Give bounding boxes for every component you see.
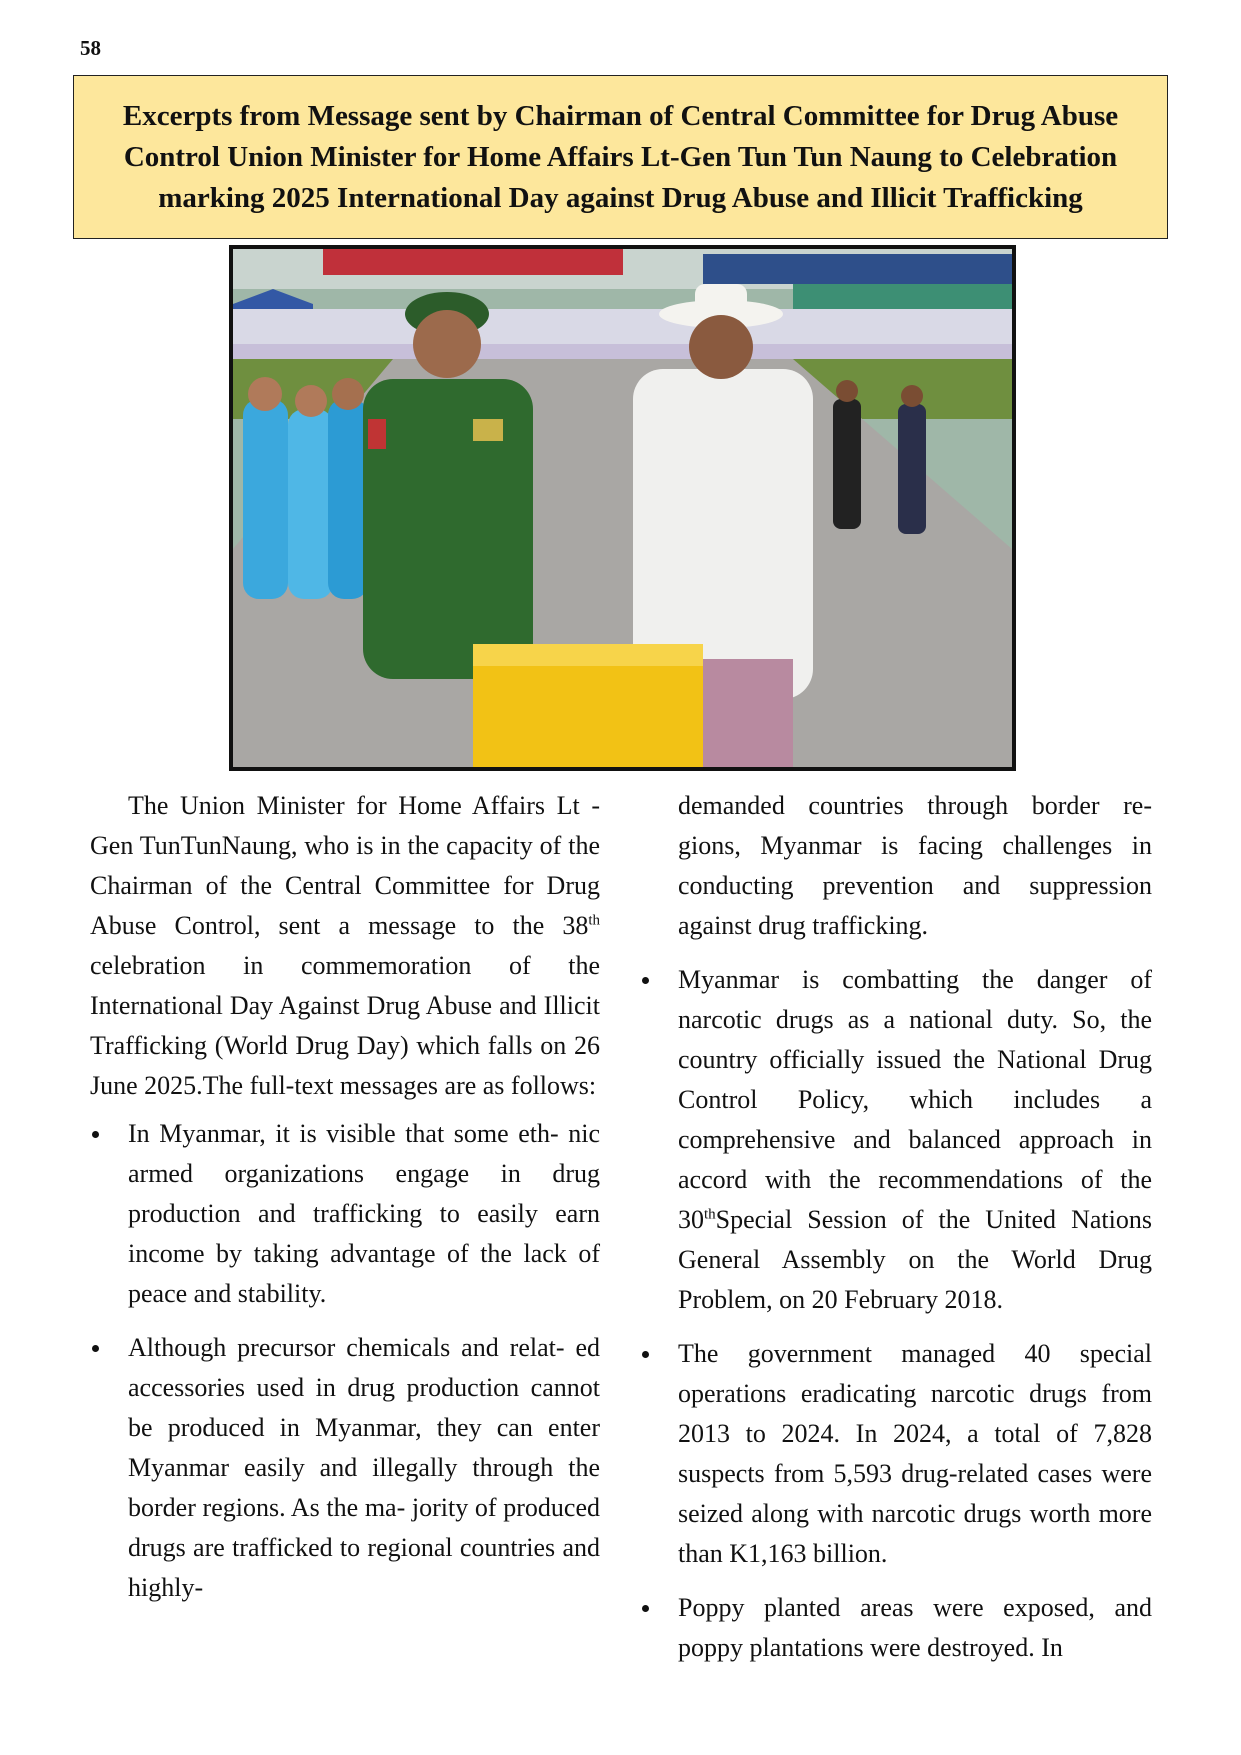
article-title: Excerpts from Message sent by Chairman of Central Committee for Drug Abuse Control Union Minister for Home Affairs Lt-Gen Tun Tun Naung to Celebration marking 2025 International Day against Drug Abuse and Illicit Trafficking xyxy=(122,99,1119,214)
right-bullet-list xyxy=(640,960,1152,1668)
left-bullet-list xyxy=(90,1114,600,1608)
event-photo xyxy=(229,245,1016,771)
bullet-text-b: Special Session of the United Nations General Assembly on the World Drug Problem, on 20 February 2018. xyxy=(678,1205,1152,1314)
intro-text-a: The Union Minister for Home Affairs Lt -Gen TunTunNaung, who is in the capacity of the Chairman of the Central Committee for Drug Abuse Control, sent a message to the 38 xyxy=(90,791,600,940)
article-title-box xyxy=(73,75,1168,239)
list-item: Poppy planted areas were exposed, and poppy plantations were destroyed. In xyxy=(640,1588,1152,1668)
list-item: Although precursor chemicals and relat- ed accessories used in drug production cannot be produced in Myanmar, they can enter Myanmar easily and illegally through the border regions. As the ma- jority of produced drugs are trafficked to regional countries and highly- xyxy=(90,1328,600,1608)
intro-text-b: celebration in commemoration of the International Day Against Drug Abuse and Illicit Trafficking (World Drug Day) which falls on 26 June 2025.The full-text messages are as follows: xyxy=(90,951,600,1100)
list-item xyxy=(640,960,1152,1320)
bullet-text-a: Myanmar is combatting the danger of narcotic drugs as a national duty. So, the country officially issued the National Drug Control Policy, which includes a comprehensive and balanced approach in accord with the recommendations of the 30 xyxy=(678,965,1152,1234)
list-item: In Myanmar, it is visible that some eth- nic armed organizations engage in drug production and trafficking to easily earn income by taking advantage of the lack of peace and stability. xyxy=(90,1114,600,1314)
list-item: The government managed 40 special operations eradicating narcotic drugs from 2013 to 2024. In 2024, a total of 7,828 suspects from 5,593 drug-related cases were seized along with narcotic drugs worth more than K1,163 billion. xyxy=(640,1334,1152,1574)
bullet-superscript: th xyxy=(704,1206,716,1223)
continued-bullet-text: demanded countries through border re- gions, Myanmar is facing challenges in conducting prevention and suppression against drug trafficking. xyxy=(678,791,1152,940)
page-number: 58 xyxy=(80,36,101,60)
intro-superscript: th xyxy=(588,912,600,929)
right-column xyxy=(640,786,1152,1682)
left-column xyxy=(90,786,600,1622)
intro-paragraph xyxy=(90,786,600,1106)
photo-illustration xyxy=(233,249,1012,767)
